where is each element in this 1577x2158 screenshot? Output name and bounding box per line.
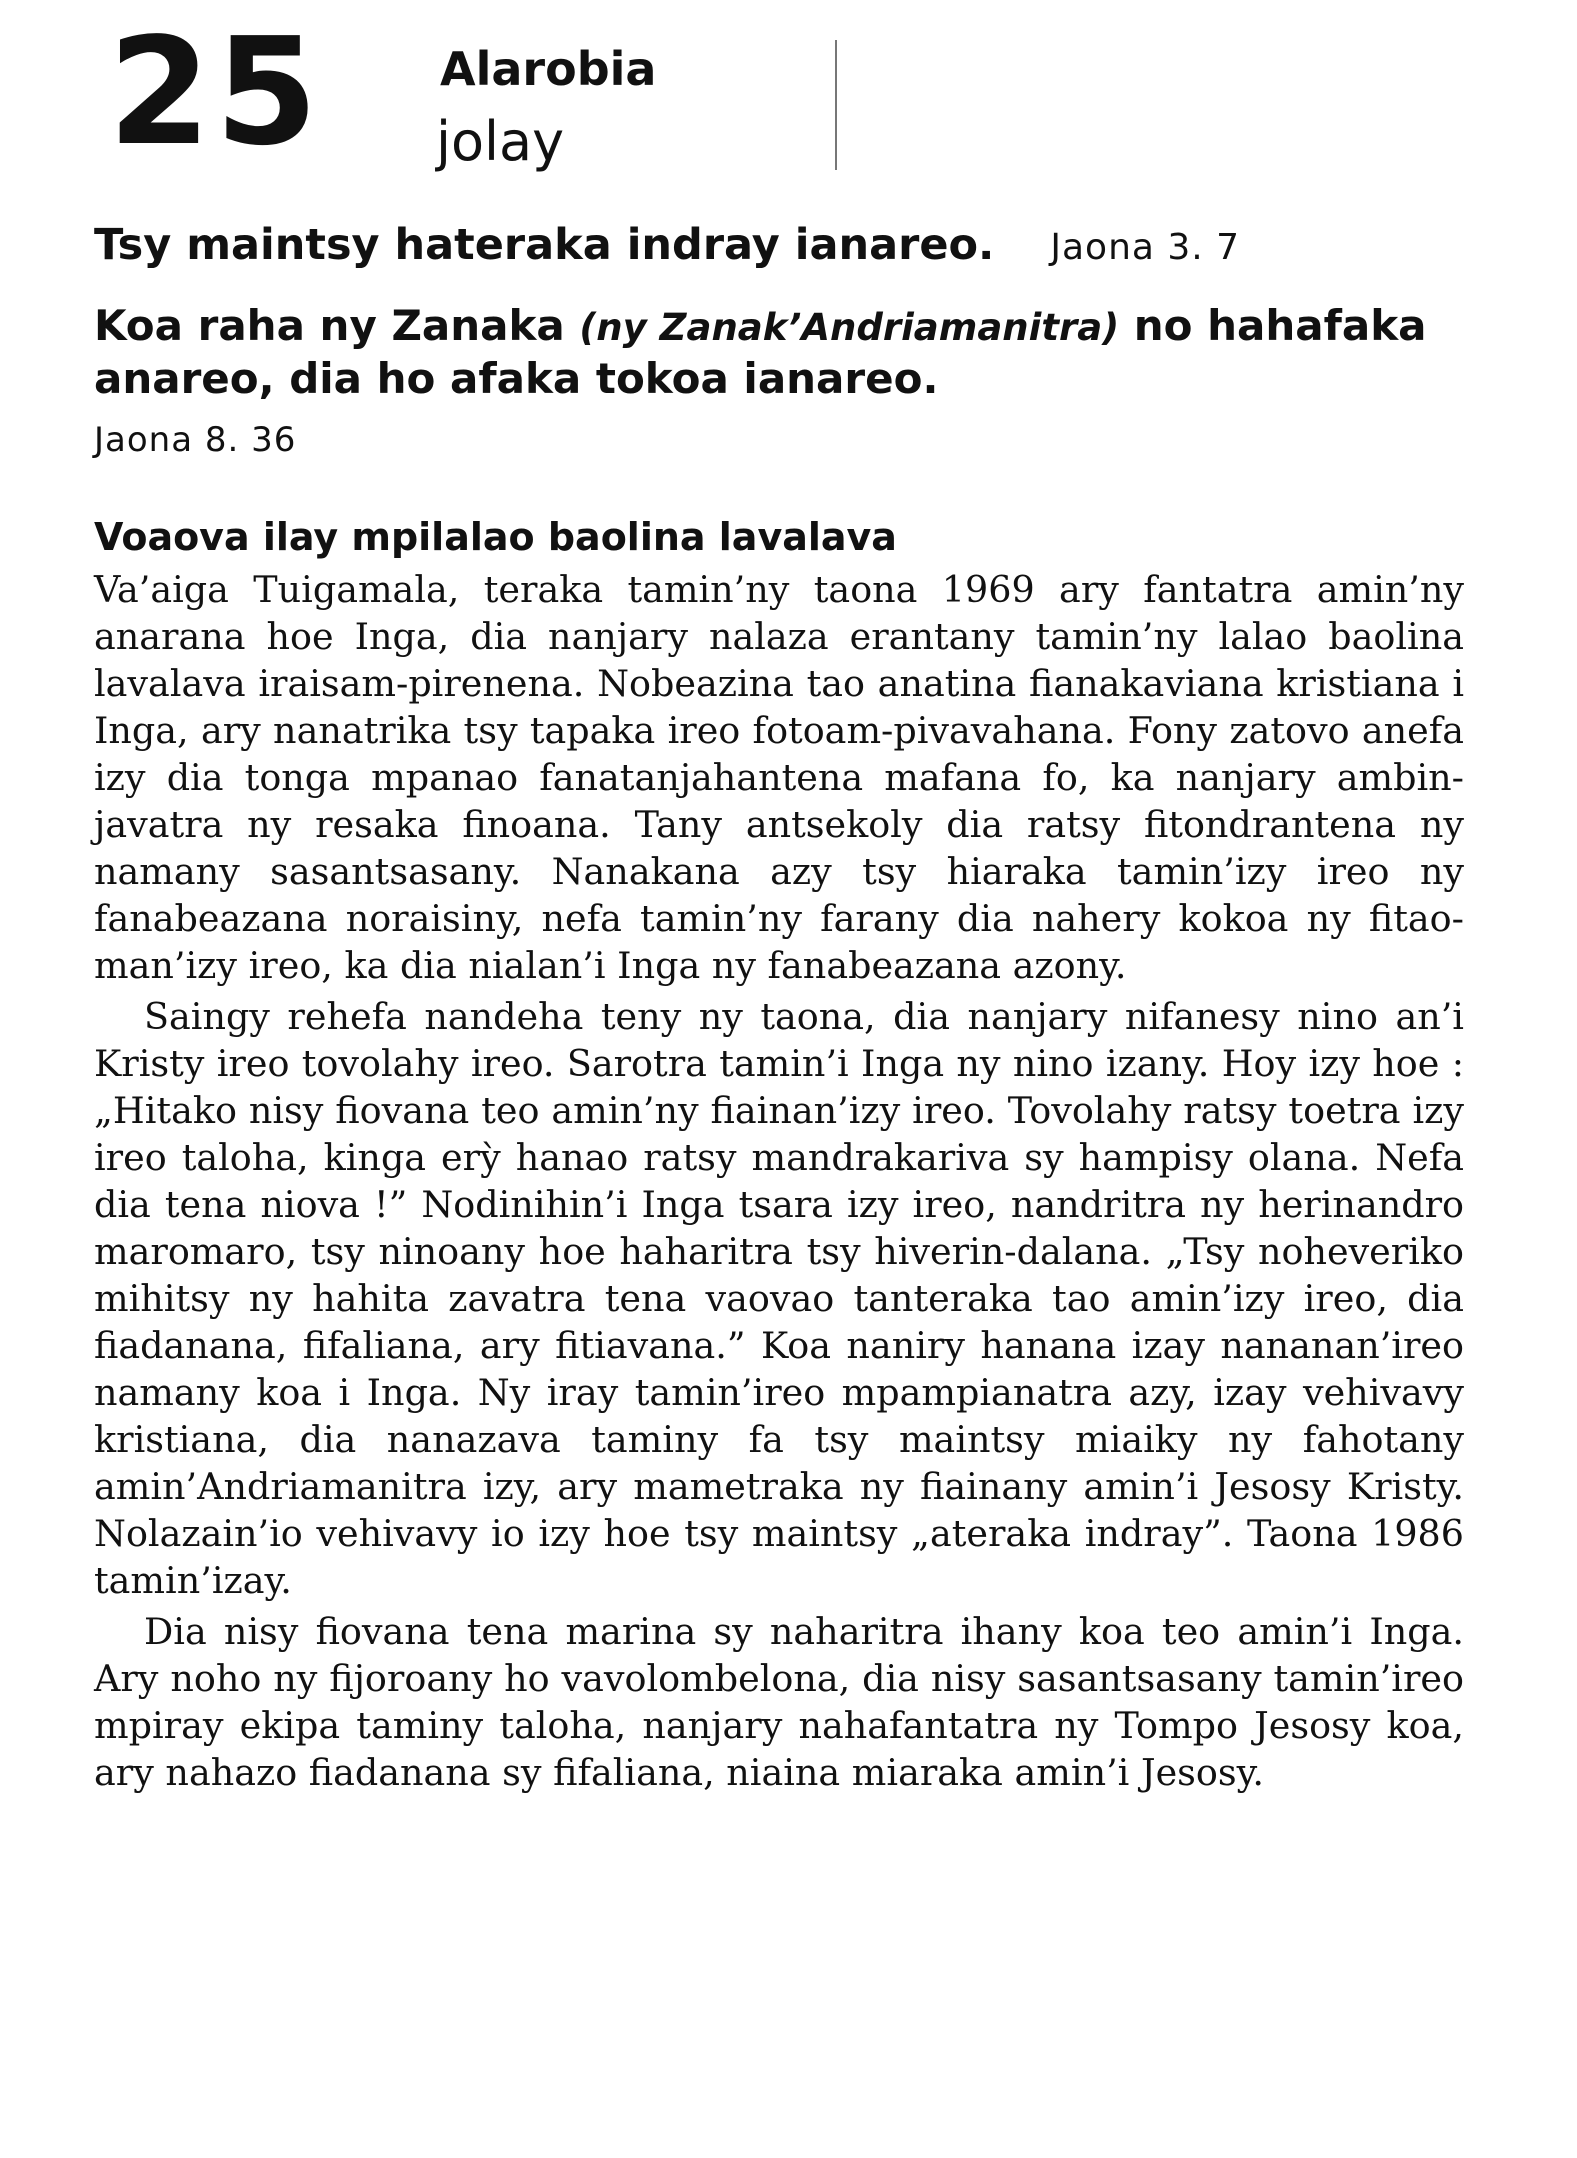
verse-two-text-end: no hahafaka anareo, dia ho afaka tokoa ianareo. bbox=[94, 301, 1427, 403]
weekday-label: Alarobia bbox=[440, 42, 657, 96]
verse-two-text-start: Koa raha ny Zanaka bbox=[94, 301, 580, 350]
verse-one bbox=[94, 220, 1474, 272]
verse-one-text: Tsy maintsy hateraka indray ianareo. bbox=[94, 220, 995, 270]
verse-two-reference: Jaona 8. 36 bbox=[94, 420, 297, 460]
verse-two-parenthetical: (ny Zanak’Andriamanitra) bbox=[579, 306, 1120, 349]
header-divider bbox=[835, 40, 837, 170]
story-body bbox=[94, 566, 1464, 1796]
verse-two bbox=[94, 300, 1504, 405]
day-number: 25 bbox=[108, 6, 322, 178]
month-label: jolay bbox=[436, 110, 565, 173]
story-title: Voaova ilay mpilalao baolina lavalava bbox=[94, 515, 897, 559]
story-paragraph-3: Dia nisy fiovana tena marina sy naharitra ihany koa teo amin’i Inga. Ary noho ny fijoroany ho vavolombelona, dia nisy sasantsasany tamin’ireo mpiray ekipa taminy taloha, nanjary nahafantatra ny Tompo Jesosy koa, ary nahazo fiadanana sy fifaliana, niaina miaraka amin’i Jesosy. bbox=[94, 1610, 1464, 1794]
story-paragraph-2: Saingy rehefa nandeha teny ny taona, dia nanjary nifanesy nino an’i Kristy ireo tovolahy ireo. Sarotra tamin’i Inga ny nino izany. Hoy izy hoe : „Hitako nisy fiovana teo amin’ny fiainan’izy ireo. Tovolahy ratsy toetra izy ireo taloha, kinga erỳ hanao ratsy mandrakariva sy hampisy olana. Nefa dia tena niova !” Nodinihin’i Inga tsara izy ireo, nandritra ny herinandro maromaro, tsy ninoany hoe haharitra tsy hiverin-dalana. „Tsy noheveriko mihitsy ny hahita zavatra tena vaovao tanteraka tao amin’izy ireo, dia fiadanana, fifaliana, ary fitiavana.” Koa naniry hanana izay nananan’ireo namany koa i Inga. Ny iray tamin’ireo mpampianatra azy, izay vehivavy kristiana, dia nanazava taminy fa tsy maintsy miaiky ny fahotany amin’Andriamanitra izy, ary mametraka ny fiainany amin’i Jesosy Kristy. Nolazain’io vehivavy io izy hoe tsy maintsy „ateraka indray”. Taona 1986 tamin’izay. bbox=[94, 995, 1464, 1602]
verse-one-reference: Jaona 3. 7 bbox=[1050, 227, 1241, 268]
story-paragraph-1: Va’aiga Tuigamala, teraka tamin’ny taona 1969 ary fantatra amin’ny anarana hoe Inga, dia nanjary nalaza erantany tamin’ny lalao baolina lavalava iraisam-pirenena. Nobeazina tao anatina fianakaviana kristiana i Inga, ary nanatrika tsy tapaka ireo fotoam-pivavahana. Fony zatovo anefa izy dia tonga mpanao fanatanjahantena mafana fo, ka nanjary ambin-javatra ny resaka finoana. Tany antsekoly dia ratsy fitondrantena ny namany sasantsasany. Nanakana azy tsy hiaraka tamin’izy ireo ny fanabeazana noraisiny, nefa tamin’ny farany dia nahery kokoa ny fitaoman’izy ireo, ka dia nialan’i Inga ny fanabeazana azony. bbox=[94, 568, 1464, 987]
